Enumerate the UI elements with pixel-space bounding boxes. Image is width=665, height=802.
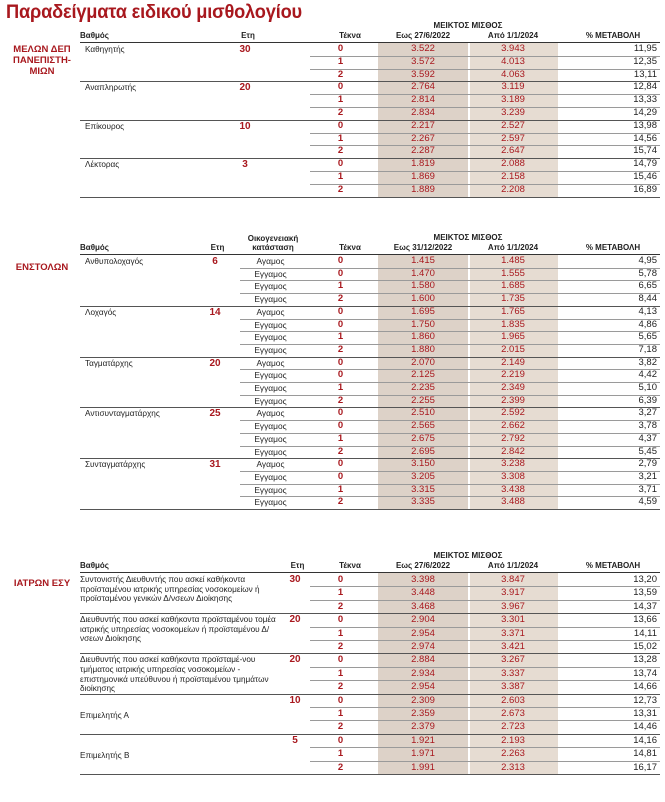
percent-change: 5,65	[638, 331, 657, 343]
percent-change: 6,65	[638, 280, 657, 292]
salary-before: 2.904	[411, 614, 435, 626]
salary-before: 2.814	[411, 94, 435, 106]
years-value: 20	[289, 654, 301, 666]
percent-change: 14,81	[633, 748, 657, 760]
years-header: Ετη	[241, 31, 255, 40]
percent-change: 4,13	[638, 305, 657, 317]
salary-before: 2.884	[411, 654, 435, 666]
percent-change: 12,84	[633, 81, 657, 93]
children-count: 0	[337, 305, 344, 317]
children-count: 1	[337, 331, 344, 343]
percent-change: 14,11	[633, 627, 657, 639]
grade-label: Συντονιστής Διευθυντής που ασκεί καθήκοντα προϊσταμένου ιατρικής υπηρεσίας νοσοκομείων ή προϊσταμένου γενικών Δ/νσεων Διοίκησης	[80, 575, 260, 604]
salary-before: 2.764	[411, 81, 435, 93]
children-count: 0	[337, 255, 344, 266]
salary-after: 1.735	[501, 293, 525, 305]
salary-before: 2.954	[411, 627, 435, 639]
children-count: 1	[337, 132, 344, 144]
salary-before: 1.415	[411, 255, 435, 266]
salary-after: 3.847	[501, 574, 525, 585]
salary-before: 2.359	[411, 708, 435, 719]
percent-change: 15,46	[633, 171, 657, 182]
family-status: Εγγαμος	[254, 395, 287, 406]
salary-after: 2.597	[501, 132, 525, 144]
percent-change: 13,59	[633, 587, 657, 599]
salary-after: 3.238	[501, 458, 525, 470]
family-status: Αγαμος	[256, 357, 285, 368]
family-status: Εγγαμος	[254, 319, 287, 330]
family-status: Εγγαμος	[254, 268, 287, 279]
salary-before: 2.934	[411, 667, 435, 679]
children-count: 0	[337, 267, 344, 279]
children-count: 0	[337, 734, 344, 746]
percent-change: 13,33	[633, 94, 657, 106]
category-label: ΙΑΤΡΩΝ ΕΣΥ	[13, 578, 71, 589]
children-count: 1	[337, 432, 344, 444]
family-status: Εγγαμος	[254, 421, 287, 432]
children-count: 0	[337, 407, 344, 419]
percent-change: 3,78	[638, 420, 657, 432]
children-count: 1	[337, 748, 344, 760]
salary-after: 3.371	[501, 627, 525, 639]
page-title: Παραδείγματα ειδικού μισθολογίου	[6, 2, 302, 23]
group-separator	[80, 197, 660, 198]
salary-header: ΜΕΙΚΤΟΣ ΜΙΣΘΟΣ	[433, 21, 503, 30]
children-count: 0	[337, 614, 344, 626]
salary-after: 3.301	[501, 614, 525, 626]
salary-after: 3.967	[501, 600, 525, 612]
percent-change: 12,73	[633, 694, 657, 706]
salary-after: 2.399	[501, 394, 525, 406]
salary-before: 1.695	[411, 305, 435, 317]
years-value: 20	[239, 82, 251, 94]
percent-change: 3,82	[638, 356, 657, 368]
salary-before: 2.379	[411, 721, 435, 733]
salary-before: 1.971	[411, 748, 435, 760]
salary-before: 2.565	[411, 420, 435, 432]
pct-header: % ΜΕΤΑΒΟΛΗ	[585, 243, 641, 252]
salary-before: 1.880	[411, 343, 435, 355]
years-value: 30	[289, 574, 301, 585]
family-header: Οικογενειακή κατάσταση	[247, 234, 299, 252]
grade-label: Διευθυντής που ασκεί καθήκοντα προϊσταμένου τομέα ιατρικής υπηρεσίας νοσοκομείων ή προϊσταμένου Δ/νσεων Διοίκησης	[80, 615, 276, 644]
children-count: 2	[337, 681, 344, 693]
grade-label: Αναπληρωτής	[85, 83, 137, 93]
salary-after: 1.685	[501, 280, 525, 292]
salary-after: 2.647	[501, 145, 525, 157]
family-status: Εγγαμος	[254, 497, 287, 508]
salary-after: 1.835	[501, 318, 525, 330]
children-count: 2	[337, 107, 344, 118]
salary-after: 1.555	[501, 267, 525, 279]
percent-change: 3,71	[638, 483, 657, 495]
salary-after: 1.965	[501, 331, 525, 343]
salary-after: 2.158	[501, 171, 525, 182]
years-value: 20	[289, 614, 301, 626]
salary-before: 2.217	[411, 119, 435, 131]
children-count: 0	[337, 458, 344, 470]
section-2	[0, 228, 665, 512]
salary-after: 3.267	[501, 654, 525, 666]
percent-change: 13,98	[633, 119, 657, 131]
family-status: Εγγαμος	[254, 332, 287, 343]
salary-before: 2.834	[411, 107, 435, 118]
children-count: 0	[337, 119, 344, 131]
salary-after: 4.013	[501, 55, 525, 67]
children-header: Τέκνα	[339, 243, 361, 252]
percent-change: 4,37	[638, 432, 657, 444]
children-count: 2	[337, 496, 344, 508]
children-count: 0	[337, 470, 344, 482]
salary-before: 2.287	[411, 145, 435, 157]
salary-after: 2.662	[501, 420, 525, 432]
percent-change: 13,20	[633, 574, 657, 585]
salary-before: 2.255	[411, 394, 435, 406]
salary-before: 3.335	[411, 496, 435, 508]
children-count: 0	[337, 158, 344, 170]
children-count: 0	[337, 654, 344, 666]
children-count: 2	[337, 293, 344, 305]
family-status: Εγγαμος	[254, 383, 287, 393]
col2-header: Από 1/1/2024	[487, 561, 539, 570]
family-status: Εγγαμος	[254, 370, 287, 381]
grade-label: Διευθυντής που ασκεί καθήκοντα προϊσταμέ-νου τμήματος ιατρικής υπηρεσίας νοσοκομείων - επιστημονικά υπεύθυνου ή προϊσταμένου τμημάτων διοίκησης	[80, 655, 269, 694]
salary-before: 1.869	[411, 171, 435, 182]
salary-before: 2.675	[411, 432, 435, 444]
family-status: Εγγαμος	[254, 281, 287, 292]
children-count: 1	[337, 708, 344, 719]
salary-after: 2.723	[501, 721, 525, 733]
grade-label: Αντισυνταγματάρχης	[85, 409, 160, 419]
percent-change: 4,42	[638, 369, 657, 381]
salary-before: 3.572	[411, 55, 435, 67]
salary-before: 3.468	[411, 600, 435, 612]
years-value: 30	[239, 44, 251, 55]
percent-change: 12,35	[633, 55, 657, 67]
salary-before: 1.750	[411, 318, 435, 330]
years-value: 14	[209, 306, 221, 318]
grade-label: Λέκτορας	[85, 160, 120, 170]
salary-after: 3.488	[501, 496, 525, 508]
family-status: Εγγαμος	[254, 471, 287, 482]
salary-after: 3.438	[501, 483, 525, 495]
children-count: 1	[337, 483, 344, 495]
salary-after: 3.943	[501, 43, 525, 54]
percent-change: 13,74	[633, 667, 657, 679]
salary-after: 3.189	[501, 94, 525, 106]
salary-before: 2.125	[411, 369, 435, 381]
percent-change: 15,74	[633, 145, 657, 157]
grade-header: Βαθμός	[80, 243, 109, 252]
salary-after: 3.308	[501, 470, 525, 482]
children-count: 1	[337, 55, 344, 67]
percent-change: 13,11	[633, 68, 657, 80]
children-count: 2	[337, 721, 344, 733]
salary-after: 4.063	[501, 68, 525, 80]
salary-before: 2.235	[411, 382, 435, 393]
family-status: Αγαμος	[256, 459, 285, 470]
years-value: 10	[289, 694, 301, 706]
family-status: Εγγαμος	[254, 294, 287, 305]
percent-change: 16,17	[633, 761, 657, 773]
salary-before: 3.398	[411, 574, 435, 585]
percent-change: 2,79	[638, 458, 657, 470]
children-count: 1	[337, 280, 344, 292]
family-status: Αγαμος	[256, 306, 285, 317]
salary-before: 1.470	[411, 267, 435, 279]
children-count: 2	[337, 183, 344, 195]
percent-change: 16,89	[633, 183, 657, 195]
children-count: 0	[337, 369, 344, 381]
salary-after: 3.387	[501, 681, 525, 693]
salary-after: 1.485	[501, 255, 525, 266]
salary-before: 3.448	[411, 587, 435, 599]
percent-change: 5,10	[638, 382, 657, 393]
salary-after: 3.119	[501, 81, 525, 93]
salary-after: 2.603	[501, 694, 525, 706]
col1-header: Εως 27/6/2022	[395, 31, 451, 40]
children-count: 0	[337, 694, 344, 706]
years-header: Ετη	[290, 561, 305, 570]
family-status: Εγγαμος	[254, 433, 287, 444]
percent-change: 13,28	[633, 654, 657, 666]
children-count: 2	[337, 343, 344, 355]
salary-after: 3.421	[501, 641, 525, 652]
salary-before: 1.991	[411, 761, 435, 773]
col1-header: Εως 27/6/2022	[395, 561, 451, 570]
children-count: 1	[337, 587, 344, 599]
percent-change: 3,27	[638, 407, 657, 419]
percent-change: 14,29	[633, 107, 657, 118]
section-1	[0, 22, 665, 200]
children-count: 2	[337, 600, 344, 612]
col2-header: Από 1/1/2024	[487, 31, 539, 40]
family-status: Εγγαμος	[254, 446, 287, 457]
col2-header: Από 1/1/2024	[487, 243, 539, 252]
children-count: 2	[337, 68, 344, 80]
percent-change: 5,45	[638, 445, 657, 457]
salary-before: 2.954	[411, 681, 435, 693]
category-label: ΜΕΛΩΝ ΔΕΠ ΠΑΝΕΠΙΣΤΗ-ΜΙΩΝ	[13, 44, 71, 77]
children-count: 1	[337, 382, 344, 393]
percent-change: 14,66	[633, 681, 657, 693]
years-value: 5	[292, 734, 298, 746]
children-header: Τέκνα	[339, 31, 361, 40]
percent-change: 13,66	[633, 614, 657, 626]
salary-before: 2.070	[411, 356, 435, 368]
col1-header: Εως 31/12/2022	[393, 243, 453, 252]
percent-change: 14,16	[633, 734, 657, 746]
years-value: 31	[209, 459, 221, 471]
salary-before: 3.205	[411, 470, 435, 482]
grade-label: Επίκουρος	[85, 121, 125, 131]
children-count: 2	[337, 761, 344, 773]
percent-change: 4,59	[638, 496, 657, 508]
years-value: 3	[242, 159, 248, 171]
percent-change: 8,44	[638, 293, 657, 305]
salary-after: 1.765	[501, 305, 525, 317]
salary-before: 2.695	[411, 445, 435, 457]
salary-after: 3.917	[501, 587, 525, 599]
salary-before: 3.315	[411, 483, 435, 495]
salary-before: 1.860	[411, 331, 435, 343]
percent-change: 14,46	[633, 721, 657, 733]
children-count: 2	[337, 641, 344, 652]
children-count: 0	[337, 318, 344, 330]
salary-after: 2.263	[501, 748, 525, 760]
salary-before: 3.150	[411, 458, 435, 470]
pct-header: % ΜΕΤΑΒΟΛΗ	[585, 31, 641, 40]
salary-before: 1.819	[411, 158, 435, 170]
children-count: 0	[337, 574, 344, 585]
salary-after: 2.015	[501, 343, 525, 355]
percent-change: 14,79	[633, 158, 657, 170]
children-count: 1	[337, 171, 344, 182]
salary-after: 2.219	[501, 369, 525, 381]
salary-after: 2.527	[501, 119, 525, 131]
salary-header: ΜΕΙΚΤΟΣ ΜΙΣΘΟΣ	[433, 233, 503, 242]
salary-before: 2.510	[411, 407, 435, 419]
percent-change: 5,78	[638, 267, 657, 279]
children-count: 0	[337, 420, 344, 432]
children-count: 1	[337, 667, 344, 679]
salary-after: 2.349	[501, 382, 525, 393]
category-label: ΕΝΣΤΟΛΩΝ	[15, 262, 69, 273]
salary-after: 2.149	[501, 356, 525, 368]
salary-after: 2.673	[501, 708, 525, 719]
section-3	[0, 548, 665, 777]
years-value: 25	[209, 408, 221, 420]
grade-label: Επιμελητής Β	[80, 750, 130, 760]
percent-change: 14,56	[633, 132, 657, 144]
percent-change: 4,86	[638, 318, 657, 330]
salary-before: 2.267	[411, 132, 435, 144]
grade-header: Βαθμός	[80, 31, 109, 40]
grade-label: Καθηγητής	[85, 45, 125, 54]
percent-change: 4,95	[638, 255, 657, 266]
children-count: 2	[337, 394, 344, 406]
children-count: 2	[337, 445, 344, 457]
salary-after: 3.239	[501, 107, 525, 118]
years-value: 20	[209, 357, 221, 369]
years-value: 10	[239, 120, 251, 132]
salary-after: 2.193	[501, 734, 525, 746]
grade-header: Βαθμός	[80, 561, 109, 570]
grade-label: Λοχαγός	[85, 307, 117, 317]
salary-before: 1.921	[411, 734, 435, 746]
group-separator	[80, 509, 660, 510]
children-count: 2	[337, 145, 344, 157]
percent-change: 7,18	[638, 343, 657, 355]
percent-change: 11,95	[633, 43, 657, 54]
salary-after: 2.592	[501, 407, 525, 419]
children-count: 0	[337, 81, 344, 93]
salary-after: 2.088	[501, 158, 525, 170]
percent-change: 13,31	[633, 708, 657, 719]
grade-label: Συνταγματάρχης	[85, 460, 146, 470]
salary-before: 1.600	[411, 293, 435, 305]
salary-before: 3.522	[411, 43, 435, 54]
salary-after: 2.313	[501, 761, 525, 773]
salary-before: 2.974	[411, 641, 435, 652]
salary-after: 3.337	[501, 667, 525, 679]
salary-before: 1.580	[411, 280, 435, 292]
pct-header: % ΜΕΤΑΒΟΛΗ	[585, 561, 641, 570]
children-count: 0	[337, 356, 344, 368]
salary-before: 2.309	[411, 694, 435, 706]
grade-label: Ανθυπολοχαγός	[85, 257, 144, 266]
percent-change: 14,37	[633, 600, 657, 612]
salary-before: 1.889	[411, 183, 435, 195]
percent-change: 15,02	[633, 641, 657, 652]
group-separator	[80, 774, 660, 775]
salary-after: 2.208	[501, 183, 525, 195]
children-count: 1	[337, 627, 344, 639]
salary-header: ΜΕΙΚΤΟΣ ΜΙΣΘΟΣ	[433, 551, 503, 560]
salary-before: 3.592	[411, 68, 435, 80]
grade-label: Επιμελητής Α	[80, 710, 129, 720]
percent-change: 6,39	[638, 394, 657, 406]
salary-after: 2.842	[501, 445, 525, 457]
grade-label: Ταγματάρχης	[85, 358, 133, 368]
percent-change: 3,21	[638, 470, 657, 482]
children-count: 0	[337, 43, 344, 54]
children-header: Τέκνα	[339, 561, 361, 570]
family-status: Αγαμος	[256, 256, 285, 266]
children-count: 1	[337, 94, 344, 106]
family-status: Εγγαμος	[254, 484, 287, 495]
years-value: 6	[212, 256, 218, 267]
salary-after: 2.792	[501, 432, 525, 444]
family-status: Αγαμος	[256, 408, 285, 419]
family-status: Εγγαμος	[254, 344, 287, 355]
years-header: Ετη	[210, 243, 225, 252]
